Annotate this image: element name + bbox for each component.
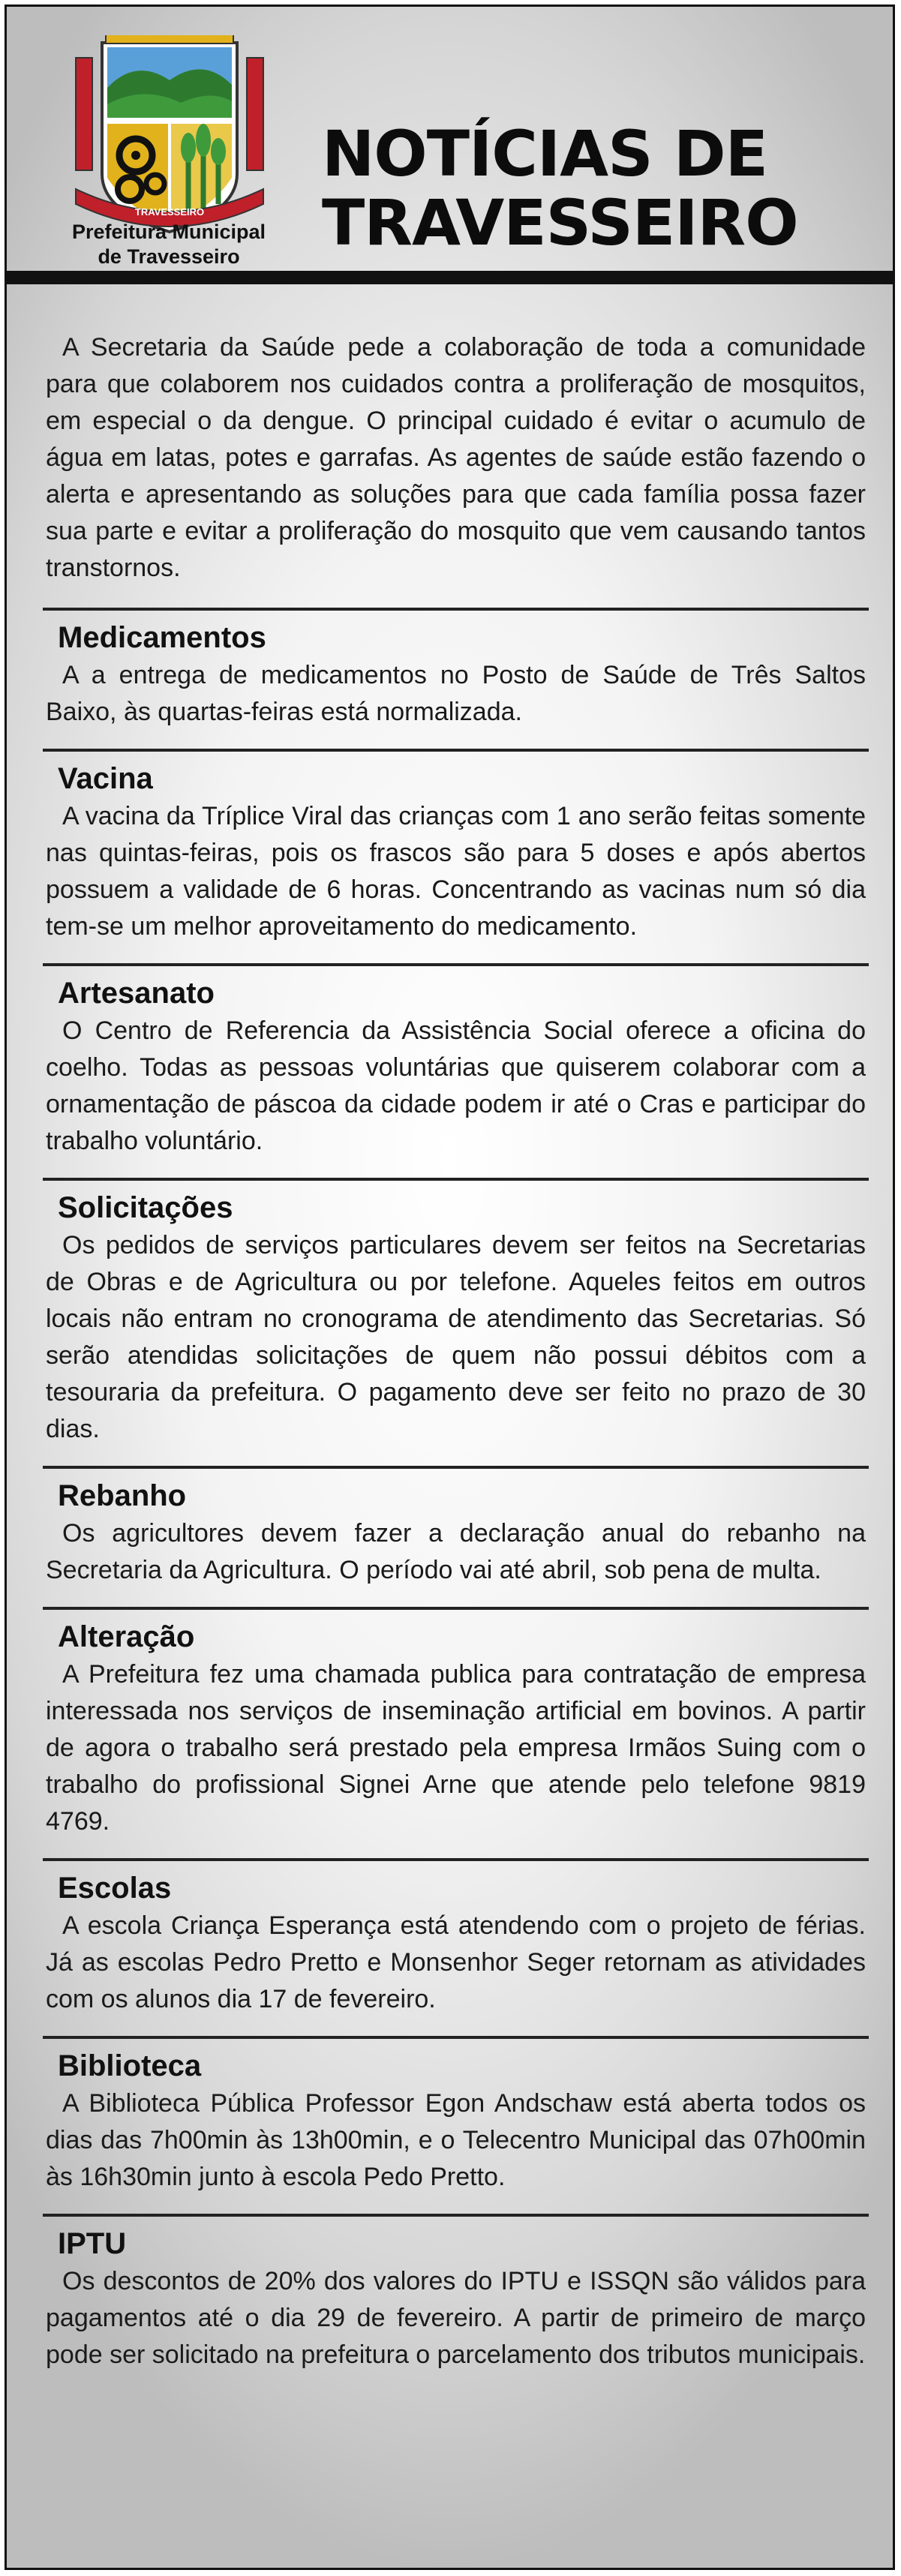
section-iptu	[43, 2214, 869, 2373]
section-text: A Prefeitura fez uma chamada publica para contratação de empresa interessada nos serviços de inseminação artificial em bovinos. A partir de agora o trabalho será prestado pela empresa Irmãos Suing com o trabalho do profissional Signei Arne que atende pelo telefone 9819 4769.	[46, 1660, 866, 1836]
article-body	[43, 329, 869, 2391]
section-heading: Escolas	[58, 1872, 172, 1905]
section-heading: IPTU	[58, 2227, 127, 2260]
section-text: Os pedidos de serviços particulares devem ser feitos na Secretarias de Obras e de Agricultura ou por telefone. Aqueles feitos em outros locais não entram no cronograma de atendimento das Secretarias. Só serão atendidas solicitações de quem não possui débitos com a tesouraria da prefeitura. O pagamento deve ser feito no prazo de 30 dias.	[46, 1231, 866, 1443]
section-solicitacoes	[43, 1178, 869, 1448]
section-biblioteca	[43, 2036, 869, 2196]
section-heading: Alteração	[58, 1620, 195, 1653]
section-rebanho	[43, 1466, 869, 1589]
page-title: NOTÍCIAS DE TRAVESSEIRO	[322, 117, 798, 260]
section-artesanato	[43, 963, 869, 1160]
section-alteracao	[43, 1607, 869, 1840]
crest-banner-text: TRAVESSEIRO	[134, 206, 205, 218]
section-text: Os descontos de 20% dos valores do IPTU e ISSQN são válidos para pagamentos até o dia 29 de fevereiro. A partir de primeiro de março pode ser solicitado na prefeitura o parcelamento dos tributos municipais.	[46, 2267, 866, 2369]
newsletter-page	[5, 5, 895, 2570]
section-heading: Solicitações	[58, 1191, 233, 1224]
section-heading: Biblioteca	[58, 2049, 202, 2082]
section-text: O Centro de Referencia da Assistência Social oferece a oficina do coelho. Todas as pessoas voluntárias que quiserem colaborar com a ornamentação de páscoa da cidade podem ir até o Cras e participar do trabalho voluntário.	[46, 1016, 866, 1155]
section-escolas	[43, 1858, 869, 2018]
intro-paragraph: A Secretaria da Saúde pede a colaboração de toda a comunidade para que colaborem nos cuidados contra a proliferação de mosquitos, em especial o da dengue. O principal cuidado é evitar o acumulo de água em latas, potes e garrafas. As agentes de saúde estão fazendo o alerta e apresentando as soluções para que cada família possa fazer sua parte e evitar a proliferação do mosquito que vem causando tantos transtornos.	[46, 333, 866, 582]
section-text: A vacina da Tríplice Viral das crianças com 1 ano serão feitas somente nas quintas-feiras, pois os frascos são para 5 doses e após abertos possuem a validade de 6 horas. Concentrando as vacinas num só dia tem-se um melhor aproveitamento do medicamento.	[46, 802, 866, 941]
section-heading: Artesanato	[58, 977, 215, 1010]
section-medicamentos	[43, 608, 869, 731]
crest-caption: Prefeitura Municipal de Travesseiro	[71, 221, 266, 268]
section-text: Os agricultores devem fazer a declaração anual do rebanho na Secretaria da Agricultura. O período vai até abril, sob pena de multa.	[46, 1519, 866, 1584]
section-text: A Biblioteca Pública Professor Egon Andschaw está aberta todos os dias das 7h00min às 13h00min, e o Telecentro Municipal das 07h00min às 16h30min junto à escola Pedo Pretto.	[46, 2089, 866, 2191]
section-text: A a entrega de medicamentos no Posto de Saúde de Três Saltos Baixo, às quartas-feiras está normalizada.	[46, 661, 866, 726]
section-vacina	[43, 749, 869, 945]
section-heading: Vacina	[58, 762, 153, 795]
header	[7, 7, 893, 284]
section-heading: Medicamentos	[58, 621, 266, 654]
section-heading: Rebanho	[58, 1479, 187, 1512]
section-text: A escola Criança Esperança está atendendo com o projeto de férias. Já as escolas Pedro Pretto e Monsenhor Seger retornam as atividades com os alunos dia 17 de fevereiro.	[46, 1911, 866, 2013]
